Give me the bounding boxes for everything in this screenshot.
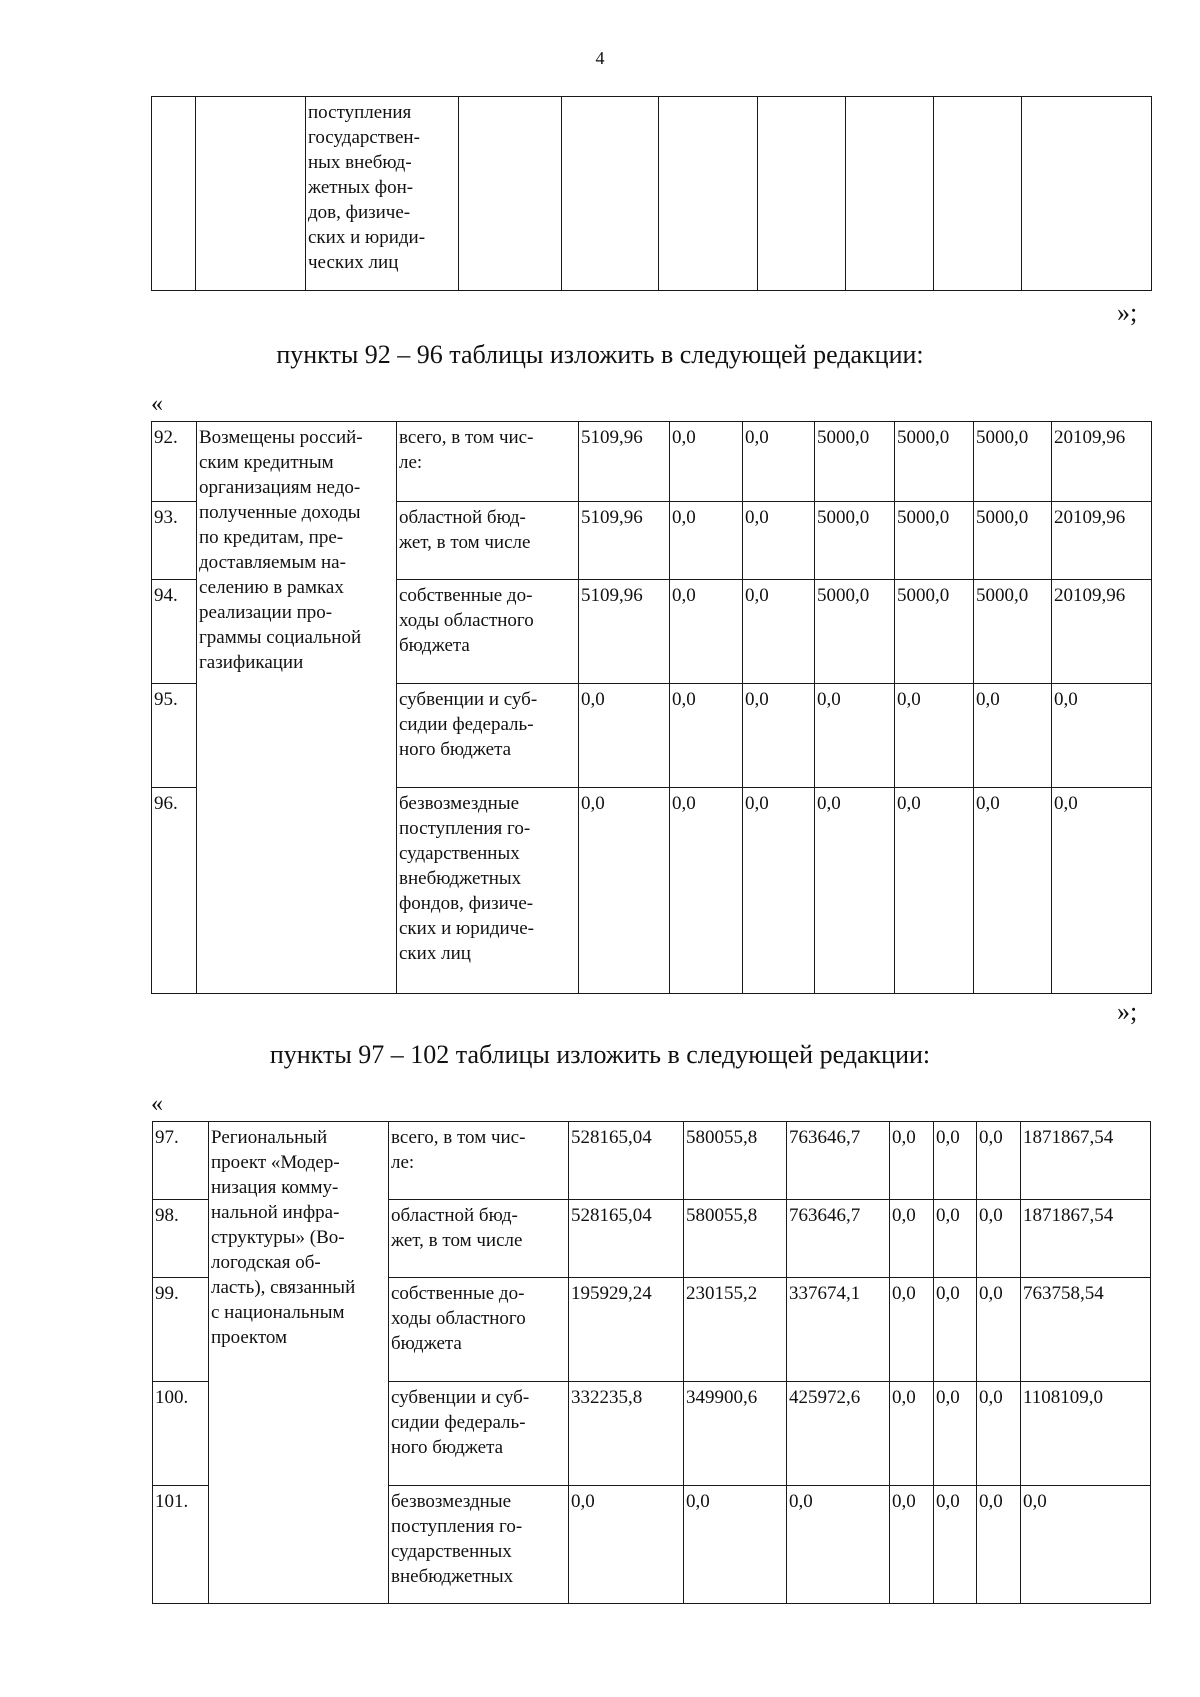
value-cell: 0,0 (890, 1278, 934, 1382)
source-cell: всего, в том чис- ле: (389, 1122, 569, 1200)
value-cell: 0,0 (974, 788, 1052, 994)
value-cell: 0,0 (743, 788, 815, 994)
value-cell: 0,0 (1052, 684, 1152, 788)
value-cell: 0,0 (743, 502, 815, 580)
value-cell: 0,0 (895, 788, 974, 994)
source-cell: безвозмездные поступления го- сударственных внебюджетных (389, 1486, 569, 1604)
row-number: 98. (153, 1200, 209, 1278)
value-cell: 0,0 (743, 684, 815, 788)
value-cell: 0,0 (890, 1200, 934, 1278)
value-cell: 5109,96 (579, 422, 670, 502)
value-cell: 0,0 (569, 1486, 684, 1604)
opening-quote-1: « (151, 391, 163, 417)
value-cell: 580055,8 (684, 1200, 787, 1278)
fragment-cell-source: поступления государствен- ных внебюд- жетных фон- дов, физиче- ских и юриди- ческих лиц (306, 97, 459, 291)
row-number: 92. (152, 422, 197, 502)
value-cell: 763758,54 (1021, 1278, 1151, 1382)
value-cell: 5000,0 (895, 422, 974, 502)
measure-cell: Региональный проект «Модер- низация комму- нальной инфра- структуры» (Во- логодская об- ласть), связанный с национальным проектом (209, 1122, 389, 1604)
value-cell: 0,0 (1021, 1486, 1151, 1604)
table-row (153, 1122, 1151, 1200)
value-cell: 5000,0 (895, 580, 974, 684)
row-number: 95. (152, 684, 197, 788)
closing-quote-1: »; (1117, 298, 1138, 327)
source-cell: собственные до- ходы областного бюджета (397, 580, 579, 684)
value-cell: 0,0 (934, 1122, 977, 1200)
value-cell: 0,0 (787, 1486, 890, 1604)
row-number: 97. (153, 1122, 209, 1200)
value-cell: 5109,96 (579, 580, 670, 684)
source-cell: безвозмездные поступления го- сударственных внебюджетных фондов, физиче- ских и юридиче- ских лиц (397, 788, 579, 994)
value-cell: 0,0 (579, 788, 670, 994)
row-number: 100. (153, 1382, 209, 1486)
value-cell: 5000,0 (815, 502, 895, 580)
source-cell: собственные до- ходы областного бюджета (389, 1278, 569, 1382)
value-cell: 0,0 (670, 422, 743, 502)
value-cell: 5000,0 (815, 580, 895, 684)
value-cell: 230155,2 (684, 1278, 787, 1382)
value-cell: 195929,24 (569, 1278, 684, 1382)
row-number: 96. (152, 788, 197, 994)
value-cell: 0,0 (670, 580, 743, 684)
value-cell: 1108109,0 (1021, 1382, 1151, 1486)
value-cell: 5109,96 (579, 502, 670, 580)
value-cell: 1871867,54 (1021, 1122, 1151, 1200)
value-cell: 0,0 (670, 502, 743, 580)
value-cell: 580055,8 (684, 1122, 787, 1200)
source-cell: областной бюд- жет, в том числе (397, 502, 579, 580)
source-cell: всего, в том чис- ле: (397, 422, 579, 502)
value-cell: 337674,1 (787, 1278, 890, 1382)
value-cell: 20109,96 (1052, 422, 1152, 502)
value-cell: 0,0 (579, 684, 670, 788)
section-2-heading: пункты 97 – 102 таблицы изложить в следующей редакции: (269, 1040, 931, 1069)
section-2-table (152, 1121, 1151, 1604)
source-cell: субвенции и суб- сидии федераль- ного бюджета (389, 1382, 569, 1486)
value-cell: 20109,96 (1052, 580, 1152, 684)
value-cell: 763646,7 (787, 1200, 890, 1278)
value-cell: 5000,0 (974, 422, 1052, 502)
row-number: 94. (152, 580, 197, 684)
source-cell: областной бюд- жет, в том числе (389, 1200, 569, 1278)
row-number: 101. (153, 1486, 209, 1604)
value-cell: 763646,7 (787, 1122, 890, 1200)
value-cell: 0,0 (974, 684, 1052, 788)
fragment-cell-num (152, 97, 196, 291)
value-cell: 20109,96 (1052, 502, 1152, 580)
section-1-table (151, 421, 1152, 994)
opening-quote-2: « (151, 1091, 163, 1117)
value-cell: 0,0 (670, 684, 743, 788)
value-cell: 0,0 (934, 1278, 977, 1382)
value-cell: 0,0 (934, 1486, 977, 1604)
value-cell: 0,0 (815, 684, 895, 788)
value-cell: 0,0 (977, 1382, 1021, 1486)
value-cell: 0,0 (934, 1382, 977, 1486)
value-cell: 1871867,54 (1021, 1200, 1151, 1278)
value-cell: 528165,04 (569, 1122, 684, 1200)
value-cell: 0,0 (977, 1200, 1021, 1278)
closing-quote-2: »; (1117, 997, 1138, 1026)
value-cell: 0,0 (684, 1486, 787, 1604)
table-row (152, 422, 1152, 502)
fragment-table (151, 96, 1152, 291)
value-cell: 332235,8 (569, 1382, 684, 1486)
value-cell: 0,0 (815, 788, 895, 994)
section-1-heading: пункты 92 – 96 таблицы изложить в следующей редакции: (276, 340, 924, 369)
value-cell: 5000,0 (974, 502, 1052, 580)
row-number: 93. (152, 502, 197, 580)
value-cell: 0,0 (977, 1122, 1021, 1200)
value-cell: 0,0 (977, 1486, 1021, 1604)
value-cell: 5000,0 (974, 580, 1052, 684)
value-cell: 0,0 (743, 580, 815, 684)
value-cell: 0,0 (977, 1278, 1021, 1382)
value-cell: 0,0 (890, 1486, 934, 1604)
value-cell: 0,0 (890, 1382, 934, 1486)
value-cell: 0,0 (670, 788, 743, 994)
row-number: 99. (153, 1278, 209, 1382)
value-cell: 5000,0 (815, 422, 895, 502)
value-cell: 349900,6 (684, 1382, 787, 1486)
measure-cell: Возмещены россий- ским кредитным организациям недо- полученные доходы по кредитам, пре- доставляемым на- селению в рамках реализации про- граммы социальной газификации (197, 422, 397, 994)
value-cell: 425972,6 (787, 1382, 890, 1486)
value-cell: 0,0 (890, 1122, 934, 1200)
value-cell: 0,0 (1052, 788, 1152, 994)
value-cell: 0,0 (934, 1200, 977, 1278)
value-cell: 0,0 (895, 684, 974, 788)
value-cell: 5000,0 (895, 502, 974, 580)
page-number: 4 (595, 48, 605, 68)
value-cell: 0,0 (743, 422, 815, 502)
fragment-cell-measure (196, 97, 306, 291)
source-cell: субвенции и суб- сидии федераль- ного бюджета (397, 684, 579, 788)
value-cell: 528165,04 (569, 1200, 684, 1278)
